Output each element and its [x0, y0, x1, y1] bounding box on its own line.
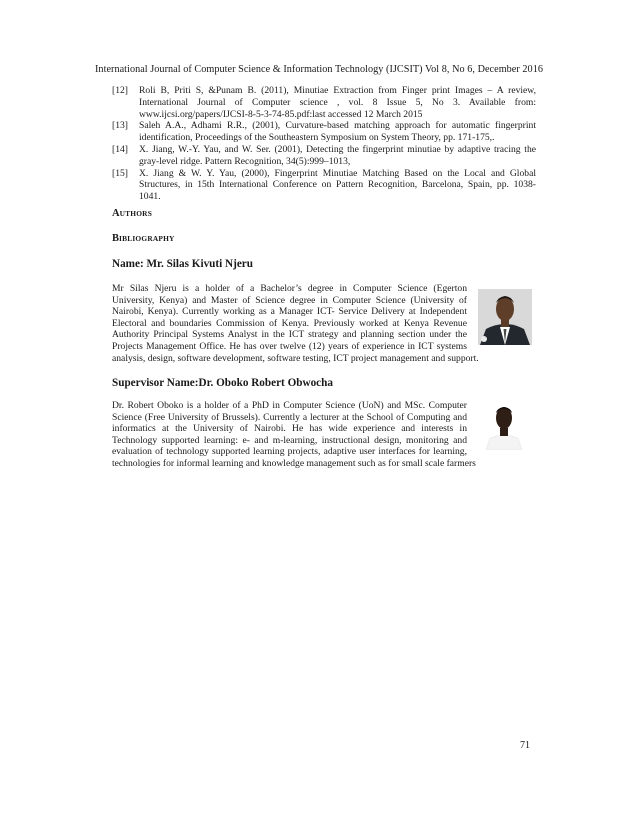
reference-text [139, 120, 536, 144]
reference-number: [13] [112, 120, 128, 132]
reference-item [112, 85, 536, 120]
page-number: 71 [520, 740, 530, 751]
authors-heading-rest: UTHORS [119, 209, 153, 218]
person-photo-icon [478, 398, 530, 450]
reference-number: [14] [112, 143, 128, 155]
reference-number: [12] [112, 85, 128, 96]
reference-line: www.ijcsi.org/papers/IJCSI-8-5-3-74-85.pdf:last accessed 12 March 2015 [139, 108, 423, 120]
bio-line: Dr. Robert Oboko is a holder of a PhD in Computer Science (UoN) and MSc. Computer [112, 400, 467, 411]
person-photo-icon [478, 289, 532, 345]
author1-name-heading: Name: Mr. Silas Kivuti Njeru [112, 258, 253, 270]
reference-item [112, 144, 536, 168]
bio-line: Projects Management Office. He has over twelve (12) years of experience in ICT systems [112, 340, 467, 352]
author1-photo [478, 289, 532, 345]
reference-line: Roli B, Priti S, &Punam B. (2011), Minutiae Extraction from Finger print Images – A review, [139, 85, 536, 96]
reference-line: Structures, in 15th International Conference on Pattern Recognition, Barcelona, Spain, pp. 1038- [139, 179, 536, 191]
bio-line: Mr Silas Njeru is a holder of a Bachelor’s degree in Computer Science (Egerton [112, 283, 467, 294]
reference-text [139, 168, 536, 203]
bio-line: evaluation of technology supported learning projects, adaptive user interfaces for learning, [112, 446, 467, 458]
bio-line: informatics at the University of Nairobi. He has wide experience and interests in [112, 423, 467, 435]
bibliography-heading-rest: IBLIOGRAPHY [119, 234, 175, 243]
author2-photo [478, 398, 530, 450]
bio-line: technologies for informal learning and knowledge management such as for small scale farmers [112, 457, 476, 469]
reference-line: X. Jiang, W.-Y. Yau, and W. Ser. (2001), Detecting the fingerprint minutiae by adaptive tracing the [139, 143, 536, 155]
bio-line: Science (Free University of Brussels). Currently a lecturer at the School of Computing and [112, 411, 467, 423]
author1-bio [112, 283, 479, 364]
bio-line: Nairobi, Kenya). Currently working as a Manager ICT- Service Delivery at Independent [112, 306, 467, 318]
references-list [112, 85, 536, 203]
bio-line: analysis, design, software development, software testing, ICT project management and support. [112, 352, 479, 364]
reference-item [112, 120, 536, 144]
authors-heading-initial: A [112, 208, 120, 219]
reference-line: 1041. [139, 191, 161, 203]
reference-line: gray-level ridge. Pattern Recognition, 34(5):999–1013, [139, 155, 351, 167]
bibliography-heading [112, 233, 175, 244]
reference-line: Saleh A.A., Adhami R.R., (2001), Curvature-based matching approach for automatic fingerprint [139, 120, 536, 132]
bio-line: Authority Principal Systems Analyst in the ICT strategy and planning section under the [112, 329, 467, 341]
bio-line: University, Kenya) and Master of Science degree in Computer Science (University of [112, 294, 467, 306]
reference-line: X. Jiang & W. Y. Yau, (2000), Fingerprint Minutiae Matching Based on the Local and Global [139, 167, 536, 179]
bibliography-heading-initial: B [112, 233, 120, 244]
reference-text [139, 85, 536, 120]
author2-bio [112, 400, 476, 470]
reference-item [112, 168, 536, 203]
journal-header: International Journal of Computer Science & Information Technology (IJCSIT) Vol 8, No 6, December 2016 [94, 64, 543, 75]
reference-line: identification, Proceedings of the Southeastern Symposium on System Theory, pp. 171-175,. [139, 132, 495, 144]
bio-line: Electoral and boundaries Commission of Kenya. Previously worked at Kenya Revenue [112, 317, 467, 329]
authors-heading [112, 208, 152, 219]
bio-line: Technology supported learning: e- and m-learning, instructional design, monitoring and [112, 434, 467, 446]
reference-text [139, 144, 536, 168]
author2-name-heading: Supervisor Name:Dr. Oboko Robert Obwocha [112, 377, 333, 389]
reference-number: [15] [112, 167, 128, 179]
reference-line: International Journal of Computer science , vol. 8 Issue 5, No 3. Available from: [139, 96, 536, 108]
